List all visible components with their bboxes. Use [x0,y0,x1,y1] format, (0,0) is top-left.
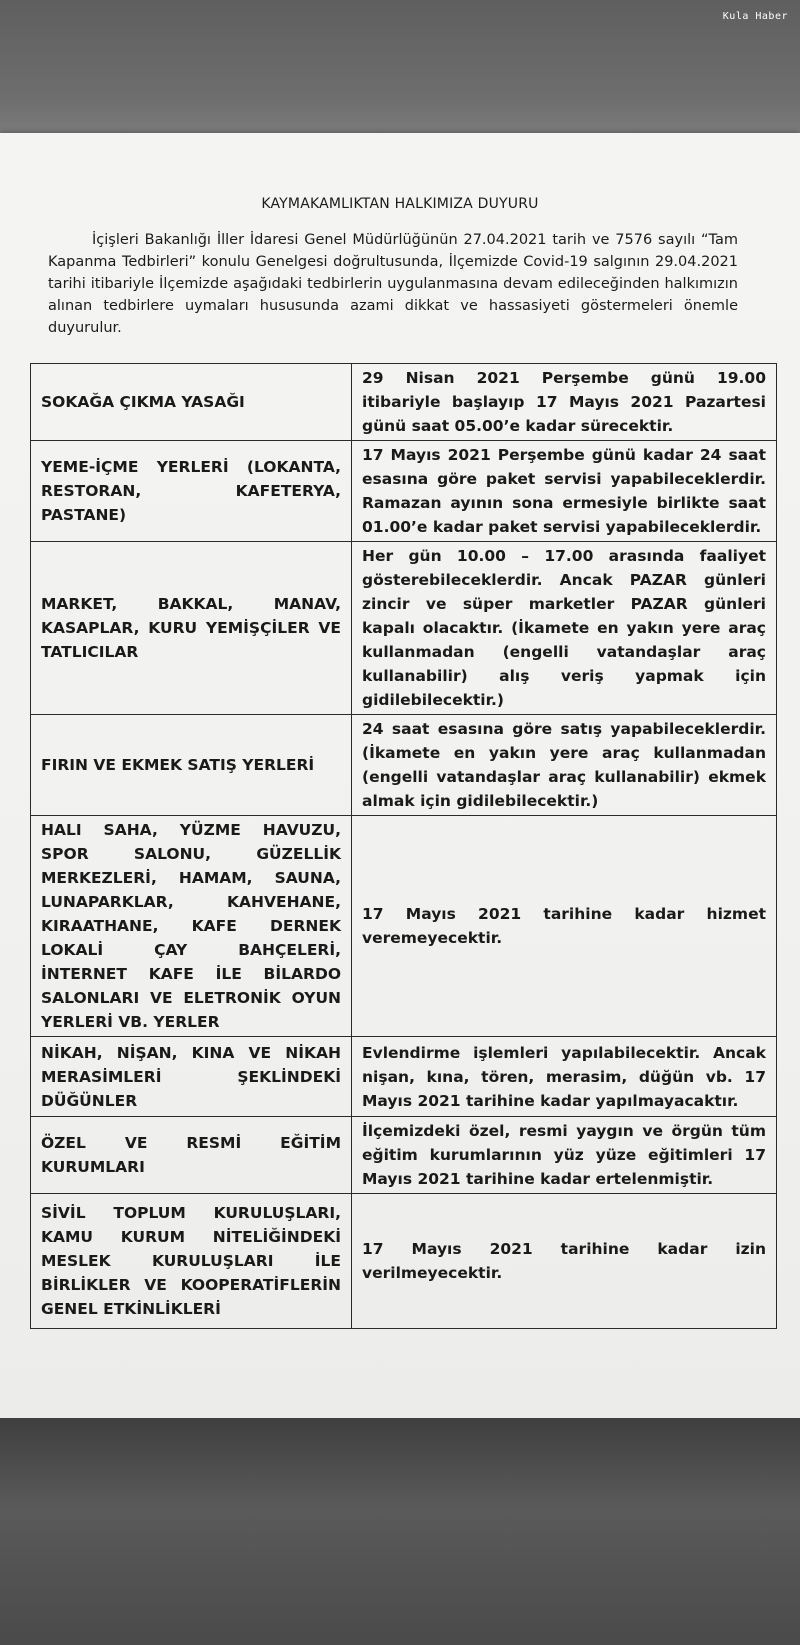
document-intro: İçişleri Bakanlığı İller İdaresi Genel Müdürlüğünün 27.04.2021 tarih ve 7576 sayılı “Tam Kapanma Tedbirleri” konulu Genelgesi doğrultusunda, İlçemizde Covid-19 salgının 29.04.2021 tarihi itibariyle İlçemizde aşağıdaki tedbirlerin uygulanmasına devam edileceğinden halkımızın alınan tedbirlere uymaları hususunda azami dikkat ve hassasiyeti göstermeleri önemle duyurulur. [48,232,738,336]
rule-cell: 17 Mayıs 2021 tarihine kadar hizmet veremeyecektir. [352,816,777,1037]
table-row [31,364,777,441]
category-cell: ÖZEL VE RESMİ EĞİTİM KURUMLARI [31,1117,352,1194]
category-cell: SOKAĞA ÇIKMA YASAĞI [31,364,352,441]
category-cell: FIRIN VE EKMEK SATIŞ YERLERİ [31,715,352,816]
table-row [31,1194,777,1329]
table-row [31,441,777,542]
table-row [31,816,777,1037]
rule-cell: 24 saat esasına göre satış yapabileceklerdir. (İkamete en yakın yere araç kullanmadan (engelli vatandaşlar araç kullanabilir) ekmek almak için gidilebilecektir.) [352,715,777,816]
rule-cell: Her gün 10.00 – 17.00 arasında faaliyet gösterebileceklerdir. Ancak PAZAR günleri zincir ve süper marketler PAZAR günleri kapalı olacaktır. (İkamete en yakın yere araç kullanmadan (engelli vatandaşlar araç kullanabilir) alış veriş yapmak için gidilebilecektir.) [352,542,777,715]
table-row [31,1117,777,1194]
document-title: KAYMAKAMLIKTAN HALKIMIZA DUYURU [261,196,539,212]
watermark-text: Kula Haber [722,11,788,22]
category-cell: HALI SAHA, YÜZME HAVUZU, SPOR SALONU, GÜZELLİK MERKEZLERİ, HAMAM, SAUNA, LUNAPARKLAR, KAHVEHANE, KIRAATHANE, KAFE DERNEK LOKALİ ÇAY BAHÇELERİ, İNTERNET KAFE İLE BİLARDO SALONLARI VE ELETRONİK OYUN YERLERİ VB. YERLER [31,816,352,1037]
rule-cell: Evlendirme işlemleri yapılabilecektir. Ancak nişan, kına, tören, merasim, düğün vb. 17 Mayıs 2021 tarihine kadar yapılmayacaktır. [352,1037,777,1117]
measures-table [30,363,777,1329]
rule-cell: 17 Mayıs 2021 Perşembe günü kadar 24 saat esasına göre paket servisi yapabileceklerdir. Ramazan ayının sona ermesiyle birlikte saat 01.00’e kadar paket servisi yapabileceklerdir. [352,441,777,542]
table-row [31,542,777,715]
category-cell: MARKET, BAKKAL, MANAV, KASAPLAR, KURU YEMİŞÇİLER VE TATLICILAR [31,542,352,715]
table-row [31,715,777,816]
background-floor [0,1418,800,1645]
rule-cell: 17 Mayıs 2021 tarihine kadar izin verilmeyecektir. [352,1194,777,1329]
category-cell: NİKAH, NİŞAN, KINA VE NİKAH MERASİMLERİ ŞEKLİNDEKİ DÜĞÜNLER [31,1037,352,1117]
category-cell: YEME-İÇME YERLERİ (LOKANTA, RESTORAN, KAFETERYA, PASTANE) [31,441,352,542]
rule-cell: İlçemizdeki özel, resmi yaygın ve örgün tüm eğitim kurumlarının yüz yüze eğitimleri 17 Mayıs 2021 tarihine kadar ertelenmiştir. [352,1117,777,1194]
category-cell: SİVİL TOPLUM KURULUŞLARI, KAMU KURUM NİTELİĞİNDEKİ MESLEK KURULUŞLARI İLE BİRLİKLER VE KOOPERATİFLERİN GENEL ETKİNLİKLERİ [31,1194,352,1329]
rule-cell: 29 Nisan 2021 Perşembe günü 19.00 itibariyle başlayıp 17 Mayıs 2021 Pazartesi günü saat 05.00’e kadar sürecektir. [352,364,777,441]
document-paper [0,133,800,1418]
table-row [31,1037,777,1117]
